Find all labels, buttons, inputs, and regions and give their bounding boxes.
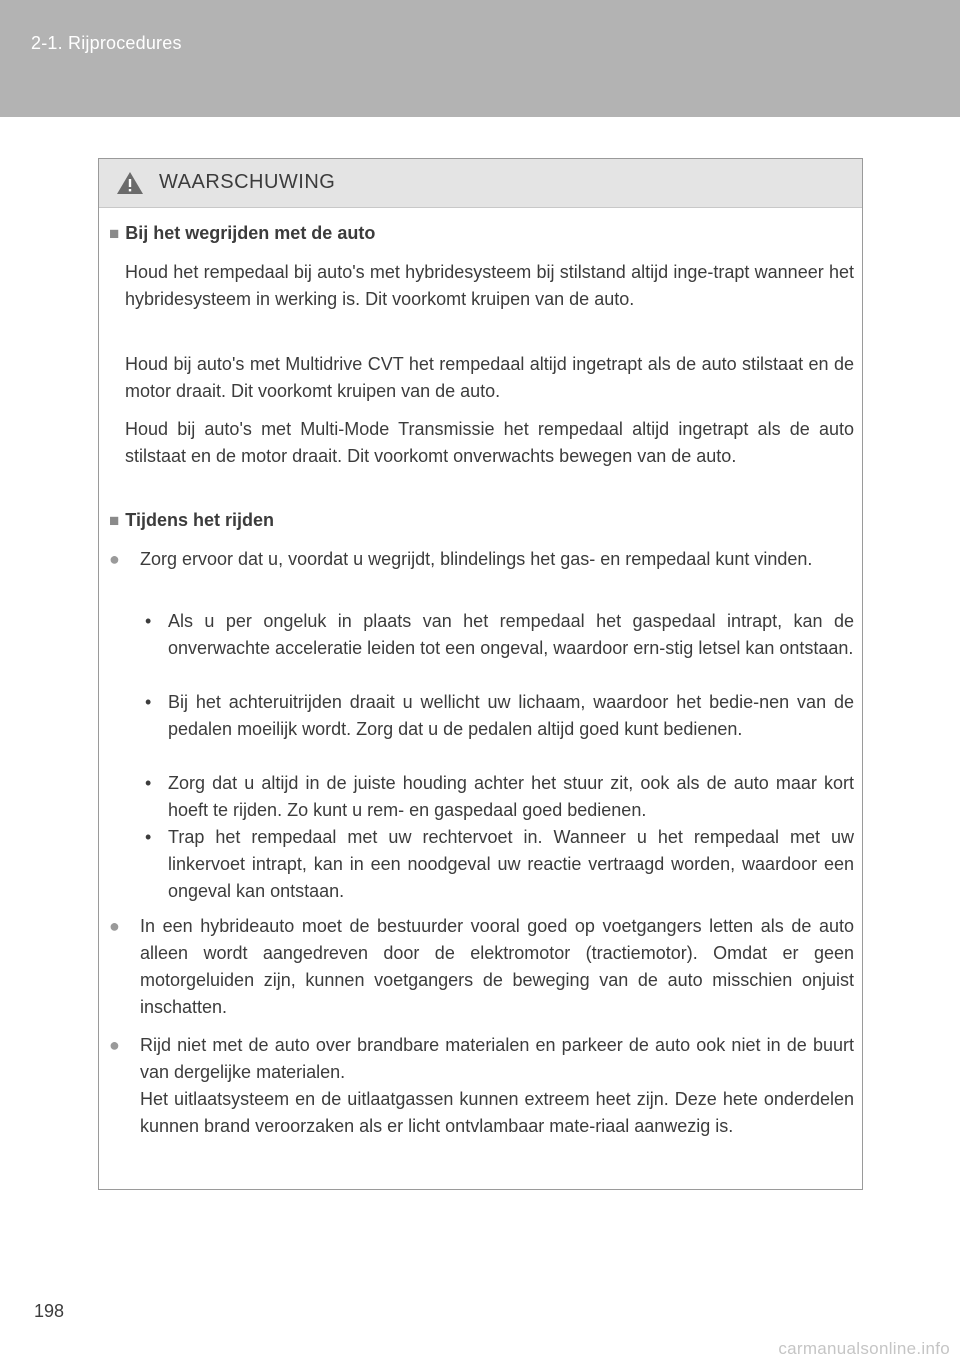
dot-icon: • [145, 611, 152, 631]
dot-icon: • [145, 773, 152, 793]
watermark: carmanualsonline.info [778, 1339, 950, 1358]
dot-icon: • [145, 827, 152, 847]
circle-bullet-icon: ● [109, 549, 120, 569]
section-heading: ■ Bij het wegrijden met de auto [109, 223, 376, 243]
dot-icon: • [145, 692, 152, 712]
square-icon: ■ [109, 224, 120, 243]
section-heading: ■ Tijdens het rijden [109, 510, 274, 530]
paragraph: Houd bij auto's met Multidrive CVT het rempedaal altijd ingetrapt als de auto stilstaat en de motor draait. Dit voorkomt kruipen van de auto. [125, 354, 854, 401]
square-icon: ■ [109, 511, 120, 530]
page-header [0, 0, 960, 117]
warning-title: WAARSCHUWING [159, 171, 336, 193]
warning-box: WAARSCHUWING ■ Bij het wegrijden met de auto Houd het rempedaal bij auto's met hybridesysteem bij stilstand altijd inge-trapt wanneer het hybridesysteem in werking is. Dit voorkomt kruipen van de auto. Houd bij auto's met Multidrive CVT het rempedaal altijd ingetrapt als de auto stilstaat en de motor draait. Dit voorkomt kruipen van de auto. Houd bij auto's met Multi-Mode Transmissie het rempedaal altijd ingetrapt als de auto stilstaat en de motor draait. Dit voorkomt onverwachts bewegen van de auto. ■ Tijdens het rijden ● Zorg ervoor dat u, voordat u wegrijdt, blindelings het gas- en rempedaal kunt vinden. • Als u per ongeluk in plaats van het rempedaal het gaspedaal intrapt, kan de onverwachte acceleratie leiden tot een ongeval, waardoor ern-stig letsel kan ontstaan. • Bij het achteruitrijden draait u wellicht uw lichaam, waardoor het bedie-nen van de pedalen moeilijk wordt. Zorg dat u de pedalen altijd goed kunt bedienen. • Zorg dat u altijd in de juiste houding achter het stuur zit, ook als de auto maar kort hoeft te rijden. Zo kunt u rem- en gaspedaal goed bedienen. • Trap het rempedaal met uw rechtervoet in. Wanneer u het rempedaal met uw linkervoet intrapt, kan in een noodgeval uw reactie vertraagd worden, waardoor een ongeval kan ontstaan. ● In een hybrideauto moet de bestuurder vooral goed op voetgangers letten als de auto alleen wordt aangedreven door de elektromotor (tractiemotor). Omdat er geen motorgeluiden zijn, kunnen voetgangers de beweging van de auto misschien onjuist inschatten. ● Rijd niet met de auto over brandbare materialen en parkeer de auto ook niet in de buurt van dergelijke materialen. Het uitlaatsysteem en de uitlaatgassen kunnen extreem heet zijn. Deze hete onderdelen kunnen brand veroorzaken als er licht ontvlambaar mate-riaal aanwezig is. [98, 158, 863, 1190]
circle-bullet-icon: ● [109, 1035, 120, 1055]
warning-triangle-icon [116, 171, 144, 195]
warning-header [99, 159, 862, 208]
paragraph: Houd bij auto's met Multi-Mode Transmissie het rempedaal altijd ingetrapt als de auto stilstaat en de motor draait. Dit voorkomt onverwachts bewegen van de auto. [125, 419, 854, 466]
paragraph: Houd het rempedaal bij auto's met hybridesysteem bij stilstand altijd inge-trapt wanneer het hybridesysteem in werking is. Dit voorkomt kruipen van de auto. [125, 262, 854, 309]
circle-bullet-icon: ● [109, 916, 120, 936]
chapter-title: 2-1. Rijprocedures [31, 33, 182, 53]
page-number: 198 [34, 1301, 65, 1321]
